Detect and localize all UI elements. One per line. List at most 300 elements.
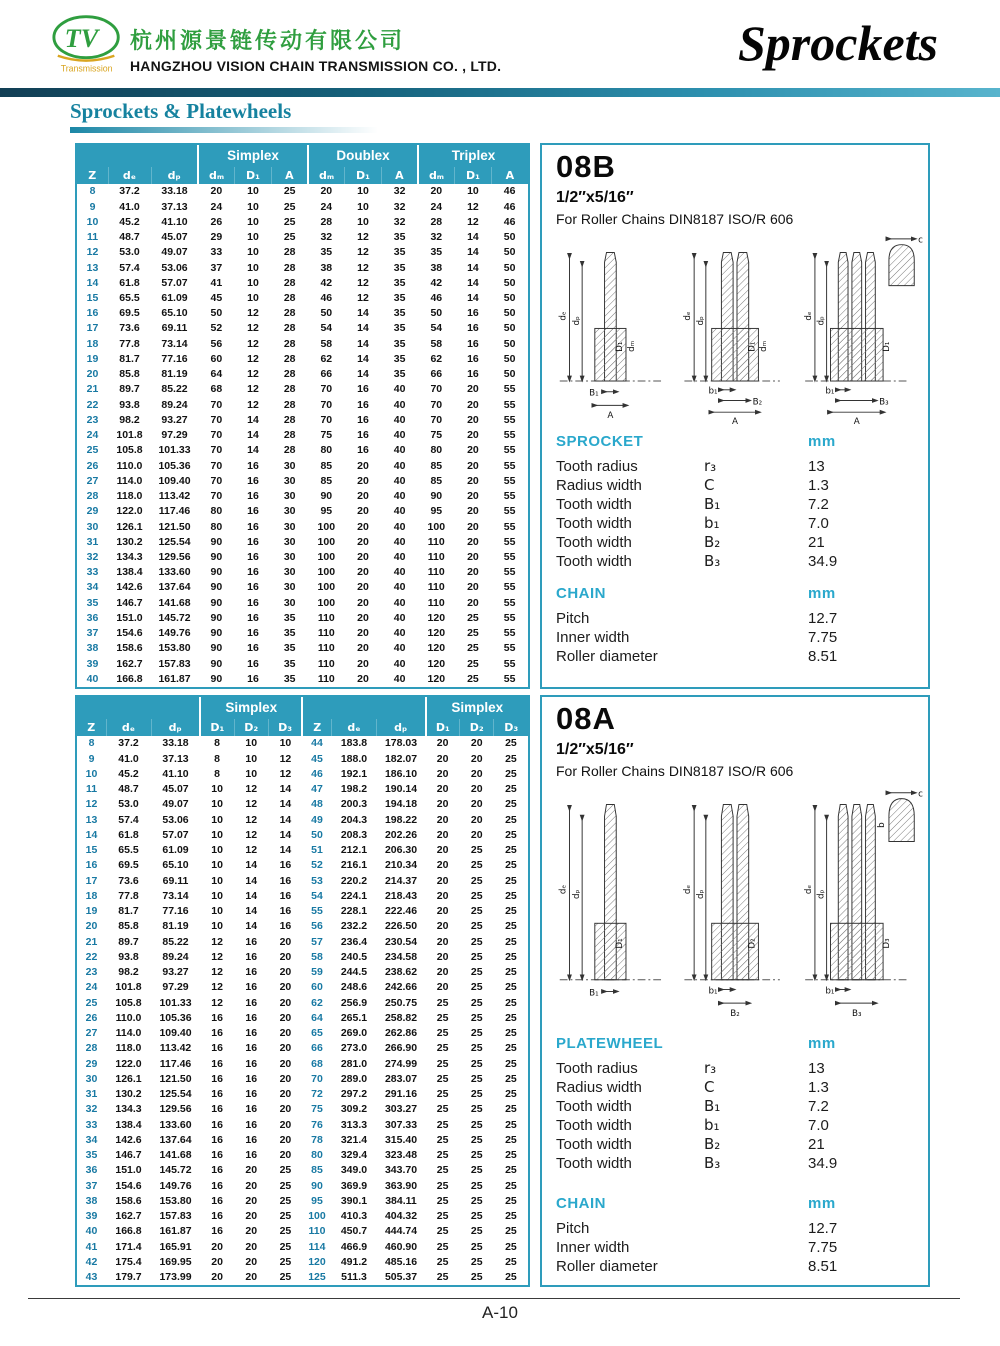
table-row — [77, 443, 528, 458]
cell-value: 14 — [279, 828, 292, 841]
cell-z: 41 — [85, 1240, 98, 1253]
cell-value: 175.4 — [115, 1255, 142, 1268]
cell-z: 90 — [311, 1179, 323, 1192]
spec-symbol: r₃ — [704, 457, 717, 475]
cell-value: 25 — [505, 920, 517, 933]
cell-value: 16 — [467, 322, 479, 335]
cell-value: 16 — [247, 505, 259, 518]
cell-value: 25 — [505, 813, 517, 826]
table-row — [77, 828, 528, 843]
cell-value: 273.0 — [340, 1042, 368, 1055]
cell-z: 58 — [311, 950, 323, 963]
cell-value: 250.75 — [384, 996, 418, 1009]
cell-value: 40 — [393, 627, 406, 640]
table-row — [77, 352, 528, 367]
spec-symbol: C — [704, 1078, 715, 1096]
cell-value: 390.1 — [340, 1194, 368, 1207]
cell-value: 10 — [211, 905, 223, 918]
cell-value: 234.58 — [384, 950, 418, 963]
cell-value: 10 — [211, 783, 223, 796]
cell-value: 90 — [210, 673, 223, 685]
cell-value: 70 — [430, 413, 443, 426]
cell-z: 20 — [86, 368, 99, 381]
cell-value: 141.68 — [159, 1149, 192, 1162]
cell-value: 161.87 — [159, 1225, 192, 1238]
cell-value: 70 — [210, 398, 223, 411]
dim-label-dm: dₘ — [759, 340, 770, 352]
cell-value: 25 — [505, 1240, 517, 1253]
cell-value: 16 — [247, 520, 259, 533]
spec-heading — [556, 1195, 918, 1212]
table-row — [77, 843, 528, 858]
cell-z: 30 — [86, 520, 99, 533]
cell-z: 42 — [85, 1255, 98, 1268]
cell-value: 307.33 — [384, 1118, 418, 1131]
cell-value: 8 — [214, 767, 221, 780]
table-row — [77, 550, 528, 565]
cell-value: 33 — [210, 246, 223, 259]
dim-label-b1: B₁ — [589, 988, 599, 999]
cell-value: 20 — [357, 535, 369, 548]
table-row — [77, 1026, 528, 1041]
dim-label-de: dₑ — [683, 884, 694, 895]
cell-z: 17 — [85, 874, 98, 887]
cell-z: 18 — [86, 337, 99, 350]
cell-value: 20 — [470, 798, 483, 811]
page-number: A-10 — [482, 1303, 518, 1322]
cell-value: 16 — [467, 368, 479, 381]
cell-value: 25 — [470, 1103, 483, 1116]
cell-z: 31 — [85, 1088, 98, 1101]
cell-value: 62 — [320, 352, 333, 365]
cell-z: 55 — [311, 905, 323, 918]
cell-value: 73.6 — [119, 322, 140, 335]
cell-value: 142.6 — [116, 581, 143, 594]
cell-value: 121.50 — [158, 520, 191, 533]
cell-value: 90 — [210, 535, 223, 548]
cell-value: 45.2 — [119, 215, 140, 228]
cell-value: 40 — [393, 596, 406, 609]
cell-value: 20 — [245, 1179, 258, 1192]
cell-z: 59 — [311, 966, 323, 979]
cell-value: 61.8 — [118, 828, 139, 841]
cell-value: 20 — [245, 1240, 258, 1253]
cell-value: 55 — [503, 398, 516, 411]
cell-value: 28 — [430, 215, 443, 228]
cell-value: 28 — [283, 246, 296, 259]
cell-value: 20 — [245, 1255, 258, 1268]
cell-value: 93.27 — [161, 413, 188, 426]
cell-z: 23 — [86, 413, 99, 426]
col-header-dm: dₘ — [198, 167, 235, 184]
cell-value: 35 — [430, 246, 443, 259]
cell-value: 12 — [245, 813, 258, 826]
cell-z: 62 — [311, 996, 323, 1009]
cell-z: 8 — [88, 737, 95, 750]
cell-value: 20 — [467, 505, 479, 518]
cell-value: 12 — [247, 307, 259, 320]
cell-value: 14 — [245, 905, 258, 918]
cell-value: 309.2 — [340, 1103, 368, 1116]
cell-value: 75 — [430, 429, 443, 442]
cell-value: 20 — [467, 581, 479, 594]
chain-size-code-08a: 08A — [556, 701, 616, 736]
cell-value: 321.4 — [340, 1133, 368, 1146]
tooth-detail-figure — [889, 236, 923, 286]
spec-symbol: C — [704, 476, 715, 494]
cell-value: 20 — [436, 981, 449, 994]
table-row — [77, 1178, 528, 1193]
spec-row — [556, 1116, 918, 1135]
cell-value: 16 — [245, 1118, 258, 1131]
cell-value: 25 — [467, 673, 479, 685]
table-row — [77, 1163, 528, 1178]
col-header-d3: D₃ — [494, 719, 528, 736]
dim-label-de: dₑ — [683, 311, 694, 321]
cell-value: 16 — [247, 627, 259, 640]
cell-value: 16 — [357, 444, 369, 457]
cell-value: 256.9 — [340, 996, 368, 1009]
cell-value: 40 — [393, 550, 406, 563]
cell-value: 41 — [210, 276, 223, 289]
cell-z: 15 — [86, 292, 99, 304]
cell-value: 20 — [436, 920, 449, 933]
table-row — [77, 291, 528, 306]
cell-value: 25 — [505, 798, 517, 811]
cell-z: 8 — [89, 185, 96, 198]
cell-value: 55 — [503, 657, 516, 670]
table-08b-box — [75, 143, 530, 689]
cell-value: 20 — [211, 1240, 223, 1253]
cell-value: 55 — [503, 459, 516, 472]
dim-label-d1: D₁ — [615, 341, 626, 352]
sprocket-section-drawing-08b — [550, 233, 924, 428]
cell-value: 57.07 — [162, 828, 189, 841]
cell-value: 20 — [470, 752, 483, 765]
cell-value: 20 — [467, 444, 479, 457]
cell-value: 16 — [245, 1072, 258, 1085]
cell-z: 36 — [85, 1164, 98, 1177]
cell-z: 26 — [85, 1011, 98, 1024]
cell-value: 444.74 — [384, 1225, 418, 1238]
cell-value: 25 — [505, 767, 517, 780]
table-row — [77, 595, 528, 610]
cell-value: 224.1 — [340, 889, 368, 902]
spec-label: Tooth width — [556, 1155, 632, 1172]
cell-value: 16 — [245, 1103, 258, 1116]
table-row — [77, 980, 528, 995]
table-row — [77, 306, 528, 321]
cell-value: 25 — [505, 889, 517, 902]
cell-value: 20 — [357, 490, 369, 503]
spec-symbol — [704, 609, 808, 628]
cell-value: 12 — [357, 261, 369, 274]
cell-value: 25 — [436, 1027, 449, 1040]
cell-value: 120 — [427, 657, 446, 670]
cell-value: 66 — [430, 368, 443, 381]
cell-z: 39 — [86, 657, 99, 670]
cell-value: 48.7 — [119, 231, 140, 244]
cell-value: 73.14 — [162, 889, 189, 902]
spec-value: 13 — [808, 458, 825, 475]
cell-value: 62 — [430, 352, 443, 365]
cell-value: 90 — [210, 657, 223, 670]
cell-value: 20 — [436, 783, 449, 796]
cell-value: 110 — [427, 550, 445, 563]
cell-value: 134.3 — [115, 1103, 142, 1116]
cell-value: 77.8 — [118, 889, 139, 902]
cell-value: 81.19 — [161, 368, 188, 381]
group-header-doublex: Doublex — [308, 145, 418, 167]
cell-value: 42 — [320, 276, 333, 289]
cell-value: 25 — [505, 1255, 517, 1268]
cell-value: 12 — [247, 322, 259, 335]
dim-label-b1-lower: b₁ — [708, 986, 718, 997]
cell-value: 16 — [211, 1225, 223, 1238]
cell-value: 16 — [211, 1149, 223, 1162]
cell-value: 113.42 — [159, 1042, 192, 1055]
cell-value: 14 — [279, 783, 292, 796]
cell-value: 491.2 — [340, 1255, 368, 1268]
spec-value: 34.9 — [808, 1155, 838, 1172]
dim-label-de: dₑ — [558, 311, 569, 321]
cell-value: 297.2 — [340, 1088, 368, 1101]
cell-value: 110 — [427, 566, 445, 579]
cell-value: 12 — [245, 783, 258, 796]
spec-value: 7.75 — [808, 1239, 838, 1256]
cell-value: 109.40 — [158, 474, 191, 487]
cell-value: 110 — [317, 673, 335, 685]
cell-z: 29 — [86, 505, 99, 518]
col-header-dm: dₘ — [418, 167, 455, 184]
table-row — [77, 656, 528, 671]
cell-value: 101.8 — [116, 429, 143, 442]
cell-value: 12 — [211, 935, 223, 948]
cell-value: 218.43 — [384, 889, 418, 902]
dim-label-de: dₑ — [558, 884, 569, 895]
cell-value: 37.2 — [118, 737, 139, 750]
cell-value: 141.68 — [158, 596, 191, 609]
cell-z: 11 — [86, 231, 99, 244]
cell-value: 228.1 — [340, 905, 368, 918]
cell-value: 118.0 — [115, 1042, 142, 1055]
cell-value: 313.3 — [340, 1118, 368, 1131]
cell-z: 37 — [85, 1179, 98, 1192]
cell-value: 24 — [210, 200, 223, 213]
cell-value: 25 — [279, 1210, 292, 1223]
cell-value: 65.10 — [162, 859, 189, 872]
cell-value: 384.11 — [385, 1194, 417, 1207]
company-name-english: HANGZHOU VISION CHAIN TRANSMISSION CO. , LTD. — [130, 58, 502, 74]
cell-value: 25 — [470, 1072, 483, 1085]
cell-value: 25 — [505, 935, 517, 948]
cell-value: 20 — [279, 1149, 292, 1162]
cell-value: 25 — [467, 657, 479, 670]
spec-symbol — [704, 628, 808, 647]
dim-label-a: A — [853, 416, 860, 427]
cell-value: 30 — [283, 490, 296, 503]
cell-value: 142.6 — [115, 1133, 142, 1146]
table-row — [77, 1209, 528, 1224]
chain-standard-08a: For Roller Chains DIN8187 ISO/R 606 — [556, 763, 794, 779]
cell-value: 117.46 — [159, 1057, 192, 1070]
cell-value: 12 — [247, 398, 259, 411]
cell-value: 50 — [320, 307, 333, 320]
cell-value: 20 — [436, 813, 449, 826]
cell-value: 70 — [210, 474, 223, 487]
cell-z: 76 — [311, 1118, 323, 1131]
cell-value: 28 — [283, 368, 296, 381]
col-header-dm: dₘ — [308, 167, 345, 184]
cell-value: 25 — [436, 1225, 449, 1238]
table-row — [77, 1239, 528, 1254]
cell-value: 10 — [247, 276, 259, 289]
cell-z: 18 — [85, 889, 98, 902]
cell-value: 40 — [393, 398, 406, 411]
cell-z: 27 — [85, 1027, 98, 1040]
cell-value: 50 — [503, 307, 516, 320]
cell-value: 54 — [320, 322, 333, 335]
table-row — [77, 245, 528, 260]
cell-value: 25 — [505, 1194, 517, 1207]
cell-value: 45 — [210, 292, 223, 304]
cell-value: 166.8 — [116, 673, 143, 685]
cell-value: 16 — [245, 966, 258, 979]
cell-value: 10 — [245, 737, 258, 750]
spec-symbol: B₃ — [704, 1154, 721, 1172]
spec-symbol — [704, 1219, 808, 1238]
cell-value: 35 — [393, 352, 406, 365]
cell-z: 15 — [85, 844, 98, 857]
cell-value: 153.80 — [159, 1194, 192, 1207]
spec-symbol — [704, 1257, 808, 1276]
cell-value: 56 — [210, 337, 223, 350]
cell-value: 25 — [505, 1103, 517, 1116]
dim-label-dp: dₚ — [695, 889, 706, 899]
cell-z: 25 — [85, 996, 98, 1009]
cell-value: 171.4 — [115, 1240, 142, 1253]
cell-value: 113.42 — [158, 490, 191, 503]
cell-value: 25 — [279, 1240, 292, 1253]
cell-value: 30 — [283, 505, 296, 518]
cell-value: 16 — [245, 1027, 258, 1040]
cell-value: 20 — [470, 783, 483, 796]
cell-z: 28 — [86, 490, 99, 503]
cell-value: 505.37 — [384, 1271, 418, 1284]
cell-value: 226.50 — [384, 920, 418, 933]
cell-value: 25 — [470, 1057, 483, 1070]
cell-value: 35 — [393, 246, 406, 259]
cell-value: 238.62 — [384, 966, 418, 979]
cell-value: 16 — [211, 1057, 223, 1070]
cell-value: 10 — [247, 246, 259, 259]
spec-heading — [556, 433, 918, 450]
spec-row — [556, 1097, 918, 1116]
chain-dimensions-08a: 1/2″x5/16″ — [556, 741, 634, 758]
cell-value: 122.0 — [115, 1057, 142, 1070]
corner-cell — [302, 697, 425, 719]
cell-value: 8 — [214, 752, 221, 765]
cell-value: 12 — [211, 966, 223, 979]
cell-value: 20 — [470, 767, 483, 780]
cell-value: 16 — [247, 581, 259, 594]
cell-value: 10 — [211, 859, 223, 872]
cell-value: 57.4 — [119, 261, 140, 274]
cell-z: 10 — [86, 215, 99, 228]
cell-value: 16 — [211, 1179, 223, 1192]
cell-value: 85.22 — [161, 383, 188, 396]
cell-z: 46 — [311, 767, 323, 780]
table-row — [77, 919, 528, 934]
dim-label-b3: B₃ — [852, 1008, 862, 1019]
cell-value: 110 — [427, 596, 445, 609]
cell-value: 25 — [505, 1057, 517, 1070]
spec-row — [556, 609, 918, 628]
cell-value: 343.70 — [384, 1164, 418, 1177]
cell-value: 220.2 — [340, 874, 368, 887]
spec-label: Tooth width — [556, 496, 632, 513]
cell-value: 25 — [470, 1027, 483, 1040]
cell-value: 151.0 — [116, 611, 143, 624]
cell-value: 40 — [393, 611, 406, 624]
chain-dimensions-08b: 1/2″x5/16″ — [556, 189, 634, 206]
cell-value: 16 — [357, 429, 369, 442]
cell-value: 40 — [393, 413, 406, 426]
cell-value: 12 — [245, 828, 258, 841]
cell-value: 363.90 — [384, 1179, 418, 1192]
cell-value: 37 — [210, 261, 223, 274]
spec-heading-label: PLATEWHEEL — [556, 1035, 664, 1052]
cell-value: 40 — [393, 673, 406, 685]
cell-z: 33 — [85, 1118, 98, 1131]
cell-value: 466.9 — [340, 1240, 368, 1253]
cell-value: 265.1 — [340, 1011, 368, 1024]
cell-value: 153.80 — [158, 642, 191, 655]
cell-value: 69.11 — [162, 874, 189, 887]
cell-value: 25 — [505, 1042, 517, 1055]
cell-value: 216.1 — [340, 859, 368, 872]
cell-value: 20 — [436, 828, 449, 841]
cell-value: 14 — [247, 413, 259, 426]
cell-z: 20 — [85, 920, 98, 933]
cell-value: 46 — [503, 185, 516, 198]
cell-value: 16 — [279, 859, 292, 872]
cell-value: 70 — [320, 383, 333, 396]
cell-value: 8 — [214, 737, 221, 750]
cell-value: 20 — [357, 673, 369, 685]
cell-value: 20 — [357, 474, 369, 487]
cell-value: 89.7 — [119, 383, 140, 396]
cell-z: 45 — [311, 752, 323, 765]
cell-value: 40 — [393, 657, 406, 670]
cell-value: 110.0 — [116, 459, 143, 472]
cell-value: 33.18 — [162, 737, 189, 750]
cell-z: 38 — [86, 642, 99, 655]
spec-label: Tooth radius — [556, 1060, 638, 1077]
cell-value: 25 — [470, 1225, 483, 1238]
cell-value: 20 — [436, 767, 449, 780]
cell-value: 110 — [427, 535, 445, 548]
cell-value: 14 — [467, 231, 479, 244]
dim-label-b2: B₂ — [730, 1008, 740, 1019]
cell-value: 20 — [245, 1164, 258, 1177]
duplex-section-figure — [683, 804, 780, 1018]
cell-z: 24 — [85, 981, 98, 994]
chain-spec-list-08b — [556, 585, 918, 666]
table-row — [77, 934, 528, 949]
table-row — [77, 321, 528, 336]
cell-value: 25 — [436, 1210, 449, 1223]
